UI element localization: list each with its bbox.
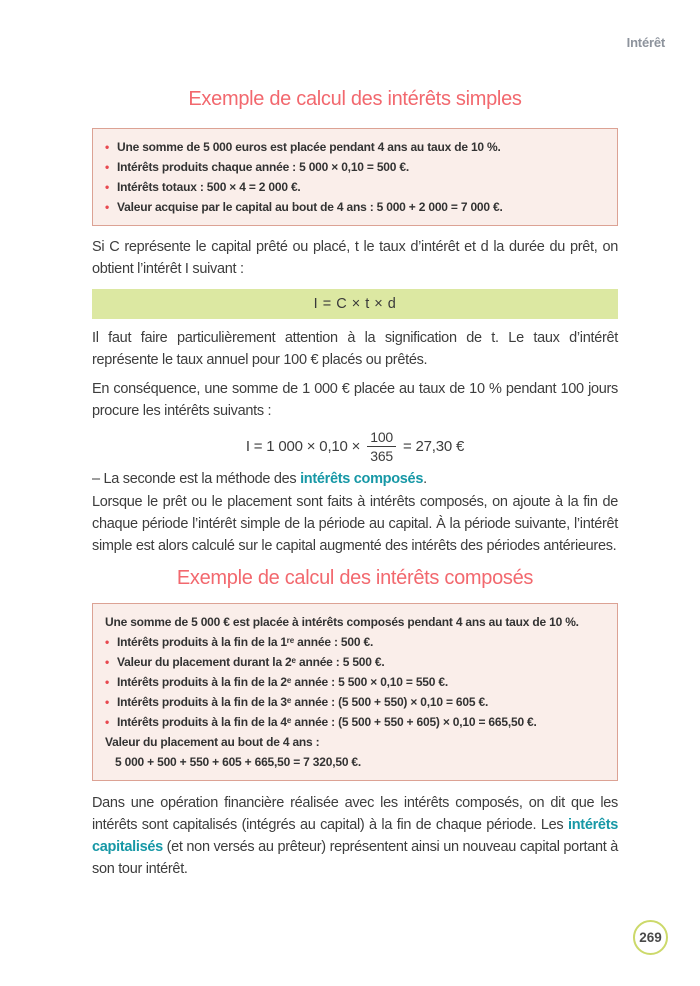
dash-suffix: . xyxy=(423,471,427,487)
paragraph-attention: Il faut faire particulièrement attention à la signification de t. Le taux d’intérêt représente le taux annuel pour 100 € placés ou prêtés. xyxy=(92,330,618,368)
example-intro-text: Une somme de 5 000 € est placée à intérêts composés pendant 4 ans au taux de 10 %. xyxy=(105,615,579,629)
example-item-text: Intérêts produits à la fin de la 3ᵉ année : (5 500 + 550) × 0,10 = 605 €. xyxy=(117,695,489,709)
para-part2: (et non versés au prêteur) représentent ainsi un nouveau capital portant à son tour intérêt. xyxy=(92,839,618,877)
page-number-badge: 269 xyxy=(633,920,668,955)
running-header: Intérêt xyxy=(626,35,665,50)
example-item-text: Intérêts totaux : 500 × 4 = 2 000 €. xyxy=(117,180,301,194)
example-item-text: Intérêts produits à la fin de la 4ᵉ année : (5 500 + 550 + 605) × 0,10 = 665,50 €. xyxy=(117,715,537,729)
compound-interest-example-box xyxy=(92,603,618,781)
bullet-icon: • xyxy=(105,655,110,669)
bullet-icon: • xyxy=(105,200,110,214)
example-item-text: Intérêts produits à la fin de la 2ᵉ année : 5 500 × 0,10 = 550 €. xyxy=(117,675,448,689)
paragraph-consequence: En conséquence, une somme de 1 000 € placée au taux de 10 % pendant 100 jours procure les intérêts suivants : xyxy=(92,381,618,419)
example-item xyxy=(105,177,603,197)
bullet-icon: • xyxy=(105,715,110,729)
keyword-interets-composes: intérêts composés xyxy=(300,471,424,487)
example-item-text: Valeur acquise par le capital au bout de 4 ans : 5 000 + 2 000 = 7 000 €. xyxy=(117,200,503,214)
interest-formula-band: I = C × t × d xyxy=(92,289,618,319)
example-item xyxy=(105,197,603,217)
example-item xyxy=(105,137,603,157)
bullet-icon: • xyxy=(105,160,110,174)
fraction-numerator: 100 xyxy=(367,428,396,447)
example-outro-value xyxy=(105,752,603,772)
example-intro xyxy=(105,612,603,632)
example-item xyxy=(105,157,603,177)
section2-title: Exemple de calcul des intérêts composés xyxy=(176,567,534,589)
example-item xyxy=(105,672,603,692)
paragraph-compound-explanation: Lorsque le prêt ou le placement sont faits à intérêts composés, on ajoute à la fin de chaque période l’intérêt simple de la période au capital. À la période suivante, l’intérêt simple est alors calculé sur le capital augmenté des intérêts des périodes antérieures. xyxy=(92,494,618,554)
keyword-interets-capitalises: intérêts capitalisés xyxy=(92,817,618,855)
formula-lead: I = 1 000 × 0,10 × xyxy=(245,437,361,455)
interest-calculation-formula xyxy=(92,424,618,468)
bullet-icon: • xyxy=(105,675,110,689)
para-part1: Dans une opération financière réalisée avec les intérêts composés, on dit que les intérêts sont capitalisés (intégrés au capital) à la fin de chaque période. Les xyxy=(92,795,618,833)
bullet-icon: • xyxy=(105,180,110,194)
bullet-icon: • xyxy=(105,695,110,709)
example-item-text: Intérêts produits chaque année : 5 000 × 0,10 = 500 €. xyxy=(117,160,410,174)
simple-interest-example-box xyxy=(92,128,618,226)
fraction-denominator: 365 xyxy=(370,447,393,464)
paragraph-definition: Si C représente le capital prêté ou placé, t le taux d’intérêt et d la durée du prêt, on obtient l’intérêt I suivant : xyxy=(92,239,618,277)
bullet-icon: • xyxy=(105,140,110,154)
example-outro-label xyxy=(105,732,603,752)
formula-result: = 27,30 € xyxy=(403,437,465,455)
paragraph-capitalized-interest xyxy=(92,792,618,880)
second-method-line xyxy=(92,470,618,488)
dash-prefix: – La seconde est la méthode des xyxy=(92,471,301,487)
example-item xyxy=(105,652,603,672)
section1-title: Exemple de calcul des intérêts simples xyxy=(188,88,522,110)
example-item xyxy=(105,712,603,732)
example-item xyxy=(105,632,603,652)
example-outro-value-text: 5 000 + 500 + 550 + 605 + 665,50 = 7 320,50 €. xyxy=(115,755,362,769)
bullet-icon: • xyxy=(105,635,110,649)
example-item-text: Une somme de 5 000 euros est placée pendant 4 ans au taux de 10 %. xyxy=(117,140,501,154)
example-item-text: Intérêts produits à la fin de la 1ʳᵉ année : 500 €. xyxy=(117,635,374,649)
fraction xyxy=(367,428,396,465)
example-item-text: Valeur du placement durant la 2ᵉ année : 5 500 €. xyxy=(117,655,385,669)
example-outro-label-text: Valeur du placement au bout de 4 ans : xyxy=(105,735,320,749)
example-item xyxy=(105,692,603,712)
